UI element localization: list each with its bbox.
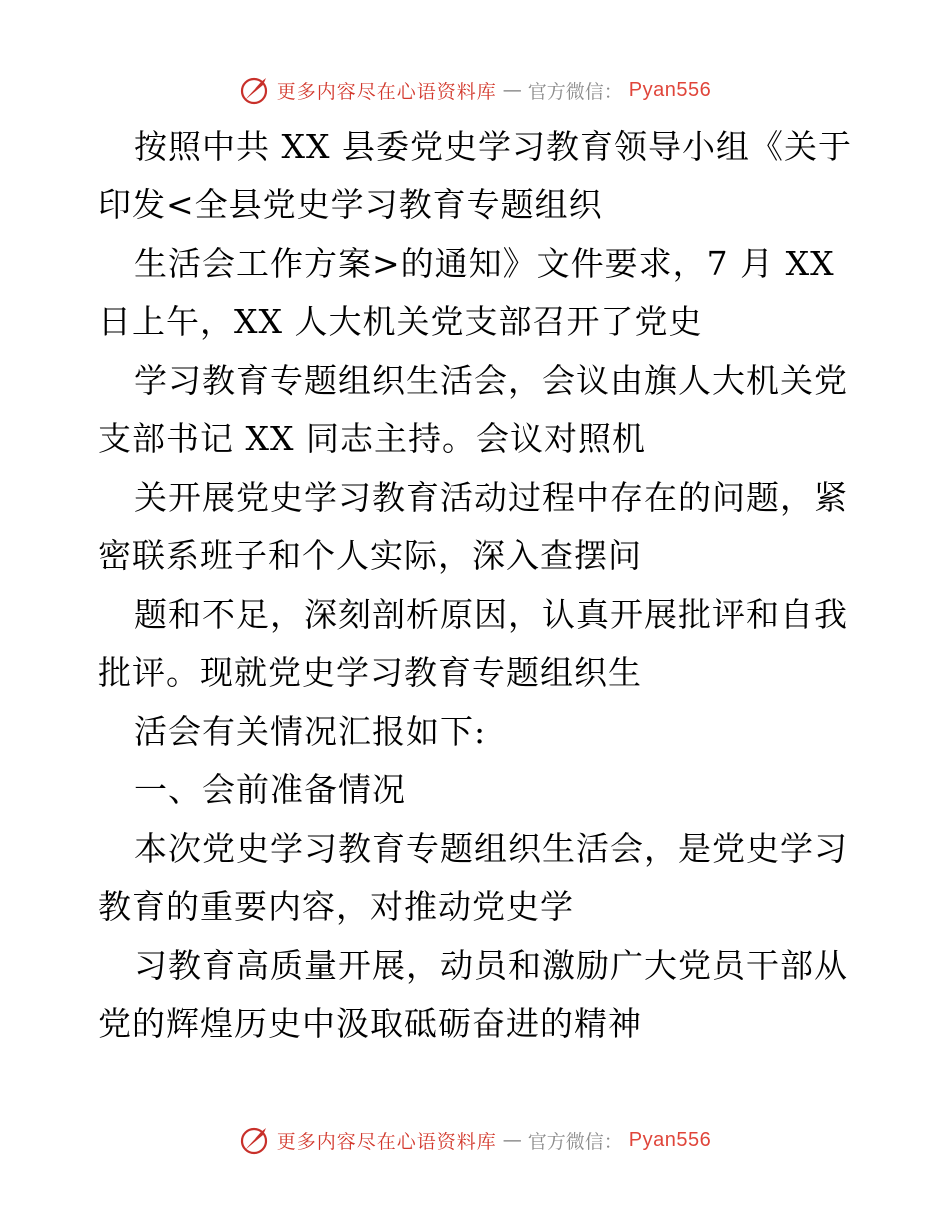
body-line: 生活会工作方案>的通知》文件要求，7 月 XX (134, 244, 835, 283)
body-line: 印发<全县党史学习教育专题组织 (98, 185, 603, 224)
body-line: 党的辉煌历史中汲取砥砺奋进的精神 (98, 1004, 642, 1043)
body-line: 批评。现就党史学习教育专题组织生 (98, 653, 642, 692)
body-line: 习教育高质量开展，动员和激励广大党员干部从 (134, 946, 848, 985)
body-line: 密联系班子和个人实际，深入查摆问 (98, 536, 642, 575)
header-watermark (0, 70, 950, 110)
body-line: 教育的重要内容，对推动党史学 (98, 887, 574, 926)
body-line: 支部书记 XX 同志主持。会议对照机 (98, 419, 646, 458)
body-line: 日上午，XX 人大机关党支部召开了党史 (98, 302, 703, 341)
footer-watermark (0, 1120, 950, 1160)
quill-logo-icon (239, 74, 271, 106)
footer-brand-text: 更多内容尽在心语资料库 (276, 1130, 497, 1153)
footer-wechat-handle: Pyan556 (628, 1128, 712, 1151)
body-line: 本次党史学习教育专题组织生活会，是党史学习 (134, 829, 848, 868)
header-wechat-label: 官方微信： (527, 80, 623, 103)
body-line: 按照中共 XX 县委党史学习教育领导小组《关于 (134, 127, 852, 166)
quill-logo-icon (239, 1124, 271, 1156)
body-line: 活会有关情况汇报如下: (134, 712, 487, 751)
body-line: 题和不足，深刻剖析原因，认真开展批评和自我 (134, 595, 848, 634)
section-heading: 一、会前准备情况 (134, 770, 406, 809)
body-line: 学习教育专题组织生活会，会议由旗人大机关党 (134, 361, 848, 400)
header-separator: — (502, 79, 522, 101)
header-wechat-handle: Pyan556 (628, 78, 712, 101)
header-brand-text: 更多内容尽在心语资料库 (276, 80, 497, 103)
footer-wechat-label: 官方微信： (527, 1130, 623, 1153)
body-line: 关开展党史学习教育活动过程中存在的问题，紧 (134, 478, 848, 517)
footer-separator: — (502, 1129, 522, 1151)
